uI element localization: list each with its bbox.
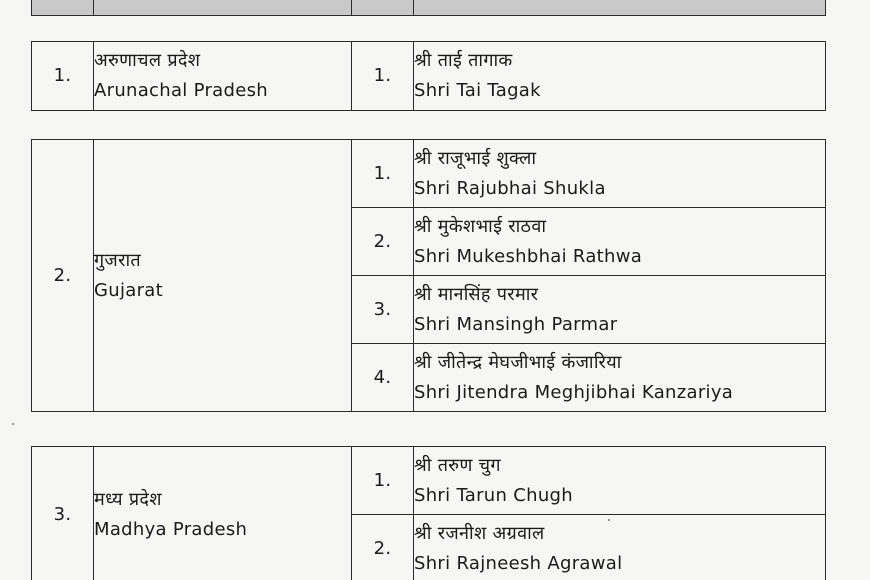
member-name-english: Shri Tai Tagak xyxy=(414,80,541,101)
member-name-cell xyxy=(414,447,826,515)
member-name-english: Shri Jitendra Meghjibhai Kanzariya xyxy=(414,381,734,403)
member-name-cell xyxy=(414,140,826,208)
member-name-hindi: श्री ताई तागाक xyxy=(414,50,513,71)
state-name-english: Gujarat xyxy=(94,279,163,301)
header-cell xyxy=(94,0,352,16)
table-row xyxy=(32,42,826,111)
member-name-hindi: श्री तरुण चुग xyxy=(414,454,501,476)
member-serial: 1. xyxy=(352,140,414,208)
state-name-cell xyxy=(94,42,352,111)
member-name-hindi: श्री मानसिंह परमार xyxy=(414,283,539,305)
state-serial: 1. xyxy=(32,42,94,111)
member-serial: 1. xyxy=(352,447,414,515)
member-name-english: Shri Mansingh Parmar xyxy=(414,313,618,335)
member-name-hindi: श्री जीतेन्द्र मेघजीभाई कंजारिया xyxy=(414,351,622,373)
member-name-hindi: श्री रजनीश अग्रवाल xyxy=(414,522,545,544)
member-name-cell xyxy=(414,515,826,580)
header-cell xyxy=(414,0,826,16)
member-name-english: Shri Mukeshbhai Rathwa xyxy=(414,245,643,267)
table-header-strip xyxy=(31,0,826,16)
table-row xyxy=(32,140,826,208)
member-serial: 1. xyxy=(352,42,414,111)
table-row xyxy=(32,447,826,515)
member-name-english: Shri Rajneesh Agrawal xyxy=(414,552,623,574)
state-block-gujarat xyxy=(31,139,826,412)
member-name-hindi: श्री मुकेशभाई राठवा xyxy=(414,215,547,237)
member-serial: 2. xyxy=(352,515,414,580)
state-name-hindi: अरुणाचल प्रदेश xyxy=(94,50,201,71)
header-cell xyxy=(352,0,414,16)
member-name-cell xyxy=(414,42,826,111)
state-name-english: Arunachal Pradesh xyxy=(94,80,268,101)
scan-speck xyxy=(12,423,14,425)
member-name-english: Shri Tarun Chugh xyxy=(414,484,573,506)
state-name-cell xyxy=(94,140,352,412)
member-name-hindi: श्री राजूभाई शुक्ला xyxy=(414,147,537,169)
state-name-cell xyxy=(94,447,352,580)
member-serial: 2. xyxy=(352,208,414,276)
member-name-english: Shri Rajubhai Shukla xyxy=(414,177,606,199)
scan-speck xyxy=(608,519,610,521)
state-name-hindi: मध्य प्रदेश xyxy=(94,488,162,510)
state-serial: 3. xyxy=(32,447,94,580)
member-serial: 3. xyxy=(352,276,414,344)
state-serial: 2. xyxy=(32,140,94,412)
member-serial: 4. xyxy=(352,344,414,412)
member-name-cell xyxy=(414,276,826,344)
state-name-hindi: गुजरात xyxy=(94,249,141,271)
member-name-cell xyxy=(414,208,826,276)
state-name-english: Madhya Pradesh xyxy=(94,518,248,540)
header-cell xyxy=(32,0,94,16)
state-block-madhya-pradesh xyxy=(31,446,826,580)
state-block-arunachal-pradesh xyxy=(31,41,826,111)
member-name-cell xyxy=(414,344,826,412)
